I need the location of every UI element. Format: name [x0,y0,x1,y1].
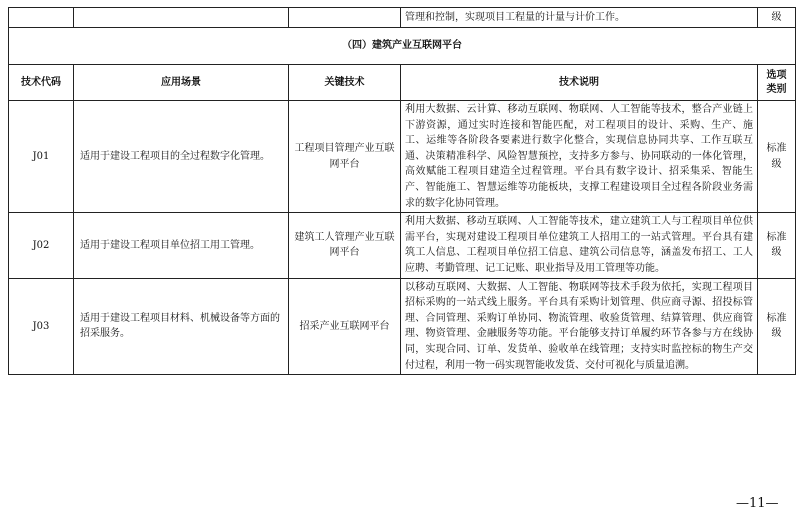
table-row [9,101,796,213]
scene-cell: 适用于建设工程项目的全过程数字化管理。 [74,101,289,213]
technology-table [8,7,796,375]
table-row [9,8,796,28]
code-cell: J03 [9,278,74,375]
key-tech-cell: 招采产业互联网平台 [289,278,401,375]
header-key-tech: 关键技术 [289,65,401,101]
category-cell: 级 [758,8,796,28]
code-cell: J02 [9,213,74,278]
table-row [9,278,796,375]
page-number: —11— [736,496,779,511]
header-category: 选项类别 [758,65,796,101]
header-scene: 应用场景 [74,65,289,101]
code-cell: J01 [9,101,74,213]
scene-cell [74,8,289,28]
description-cell: 以移动互联网、大数据、人工智能、物联网等技术手段为依托，实现工程项目招标采购的一站式线上服务。平台具有采购计划管理、供应商寻源、招投标管理、合同管理、采购订单协同、物流管理、收验货管理、结算管理、供应商管理、物资管理、金融服务等功能。平台能够支持订单履约环节各参与方在线协同，实现合同、订单、发货单、验收单在线管理；支持实时监控标的物生产交付过程，利用一物一码实现智能收发货、交付可视化与质量追溯。 [401,278,758,375]
scene-cell: 适用于建设工程项目材料、机械设备等方面的招采服务。 [74,278,289,375]
description-cell: 利用大数据、移动互联网、人工智能等技术，建立建筑工人与工程项目单位供需平台，实现对建设工程项目单位建筑工人招用工的一站式管理。平台具有建筑工人信息、工程项目单位招工信息、建筑公司信息等，涵盖发布招工、工人应聘、考勤管理、记工记账、职业指导及用工管理等功能。 [401,213,758,278]
scene-cell: 适用于建设工程项目单位招工用工管理。 [74,213,289,278]
category-cell: 标准级 [758,213,796,278]
key-tech-cell [289,8,401,28]
category-cell: 标准级 [758,278,796,375]
header-row [9,65,796,101]
table-row [9,213,796,278]
header-code: 技术代码 [9,65,74,101]
key-tech-cell: 工程项目管理产业互联网平台 [289,101,401,213]
description-cell: 利用大数据、云计算、移动互联网、物联网、人工智能等技术，整合产业链上下游资源，通过实时连接和智能匹配，对工程项目的设计、采购、生产、施工、运维等各阶段各要素进行数字化整合，实现信息协同共享、工作互联互通、决策精准科学、风险智慧预控，支持多方参与、协同联动的一体化管理，高效赋能工程项目建造全过程管理。平台具有数字设计、招采集采、智能生产、智能施工、智慧运维等功能板块，支撑工程建设项目全过程各阶段业务需求的数字化协同管理。 [401,101,758,213]
section-title: （四）建筑产业互联网平台 [9,28,796,65]
code-cell [9,8,74,28]
key-tech-cell: 建筑工人管理产业互联网平台 [289,213,401,278]
description-cell: 管理和控制，实现项目工程量的计量与计价工作。 [401,8,758,28]
section-row [9,28,796,65]
category-cell: 标准级 [758,101,796,213]
header-description: 技术说明 [401,65,758,101]
